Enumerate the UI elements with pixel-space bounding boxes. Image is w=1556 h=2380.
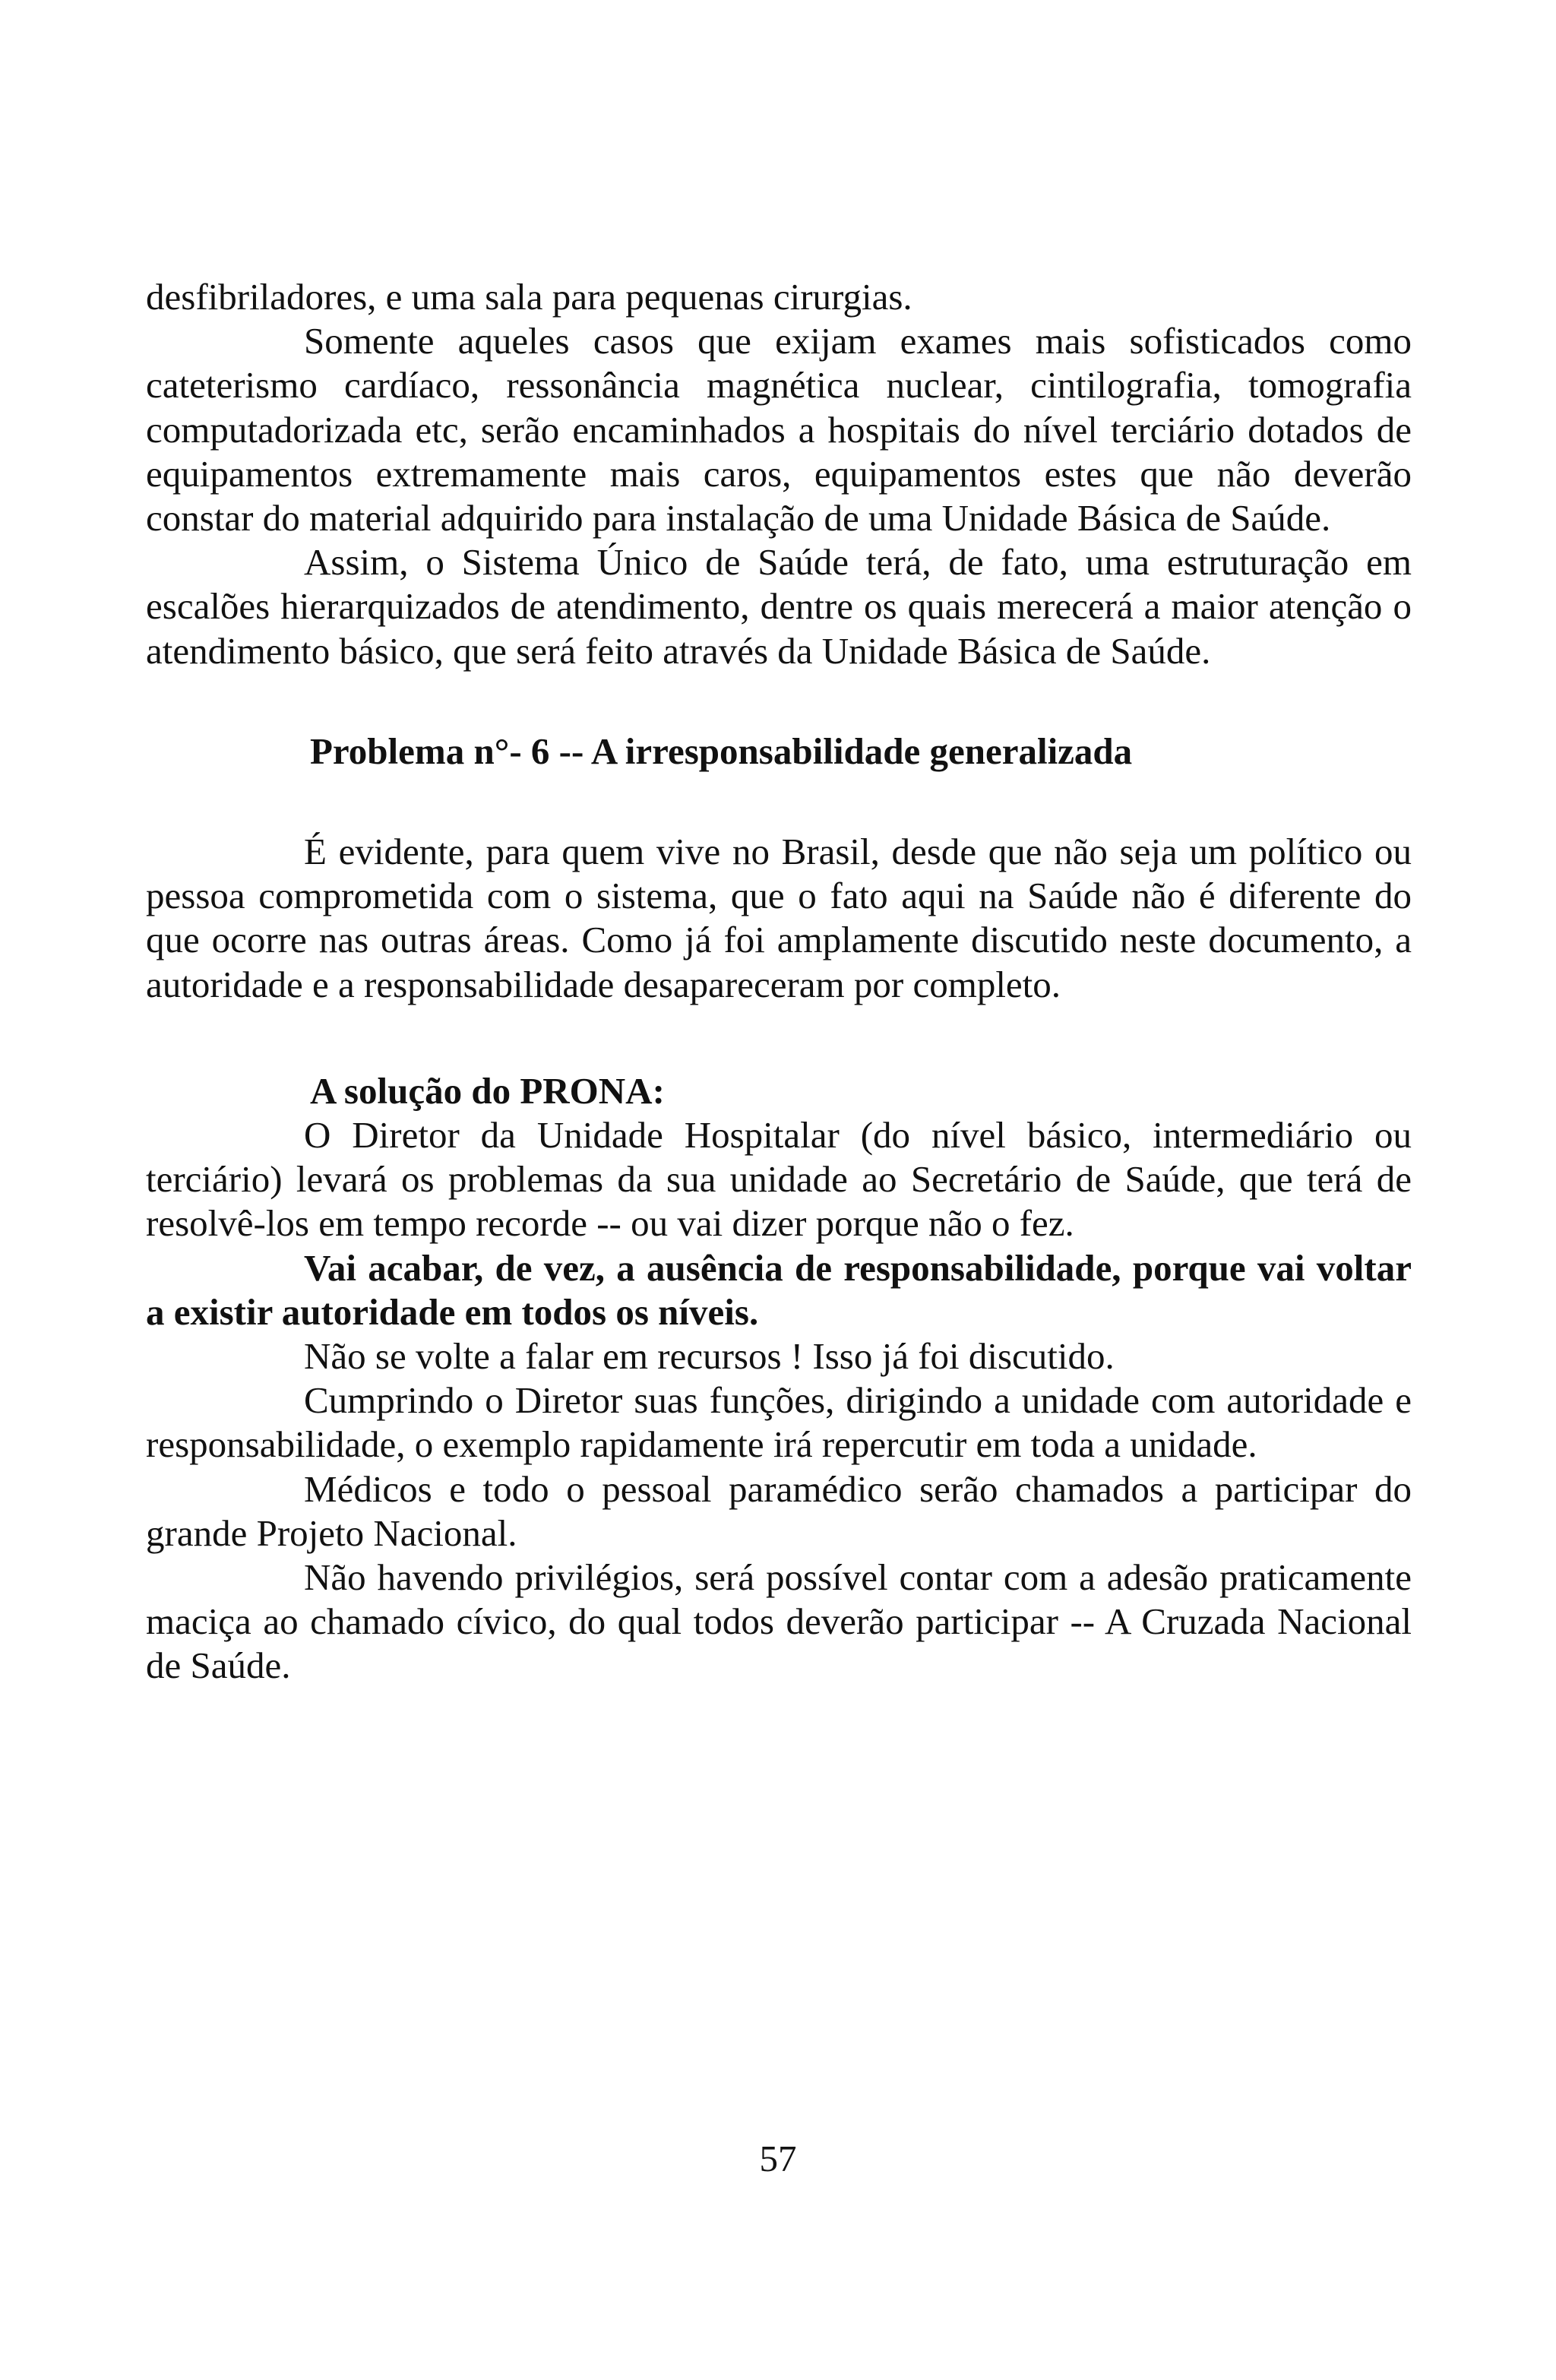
paragraph-responsibility-bold: Vai acabar, de vez, a ausência de responsabilidade, porque vai voltar a existir autoridade em todos os níveis. bbox=[146, 1246, 1412, 1333]
document-body bbox=[146, 275, 1412, 1688]
paragraph-evident: É evidente, para quem vive no Brasil, desde que não seja um político ou pessoa comprometida com o sistema, que o fato aqui na Saúde não é diferente do que ocorre nas outras áreas. Como já foi amplamente discutido neste documento, a autoridade e a responsabilidade desapareceram por completo. bbox=[146, 831, 1412, 1005]
paragraph-medical-staff: Médicos e todo o pessoal paramédico serão chamados a participar do grande Projeto Nacional. bbox=[146, 1467, 1412, 1554]
paragraph-resources: Não se volte a falar em recursos ! Isso já foi discutido. bbox=[304, 1335, 1115, 1378]
paragraph-continuation: desfibriladores, e uma sala para pequenas cirurgias. bbox=[146, 276, 912, 318]
paragraph-director: O Diretor da Unidade Hospitalar (do nível básico, intermediário ou terciário) levará os problemas da sua unidade ao Secretário de Saúde, que terá de resolvê-los em tempo recorde -- ou vai dizer porque não o fez. bbox=[146, 1114, 1412, 1245]
paragraph-civic-call: Não havendo privilégios, será possível contar com a adesão praticamente maciça ao chamado cívico, do qual todos deverão participar -- A Cruzada Nacional de Saúde. bbox=[146, 1556, 1412, 1687]
paragraph-sus-structure: Assim, o Sistema Único de Saúde terá, de fato, uma estruturação em escalões hierarquizados de atendimento, dentre os quais merecerá a maior atenção o atendimento básico, que será feito através da Unidade Básica de Saúde. bbox=[146, 541, 1412, 672]
page-number: 57 bbox=[759, 2138, 797, 2179]
paragraph-advanced-exams: Somente aqueles casos que exijam exames mais sofisticados como cateterismo cardíaco, ressonância magnética nuclear, cintilografia, tomografia computadorizada etc, serão encaminhados a hospitais do nível terciário dotados de equipamentos extremamente mais caros, equipamentos estes que não deverão constar do material adquirido para instalação de uma Unidade Básica de Saúde. bbox=[146, 320, 1412, 540]
section-heading-problem-6: Problema n°- 6 -- A irresponsabilidade generalizada bbox=[310, 730, 1133, 772]
paragraph-director-functions: Cumprindo o Diretor suas funções, dirigindo a unidade com autoridade e responsabilidade, o exemplo rapidamente irá repercutir em toda a unidade. bbox=[146, 1379, 1412, 1466]
section-heading-prona-solution: A solução do PRONA: bbox=[310, 1069, 665, 1112]
